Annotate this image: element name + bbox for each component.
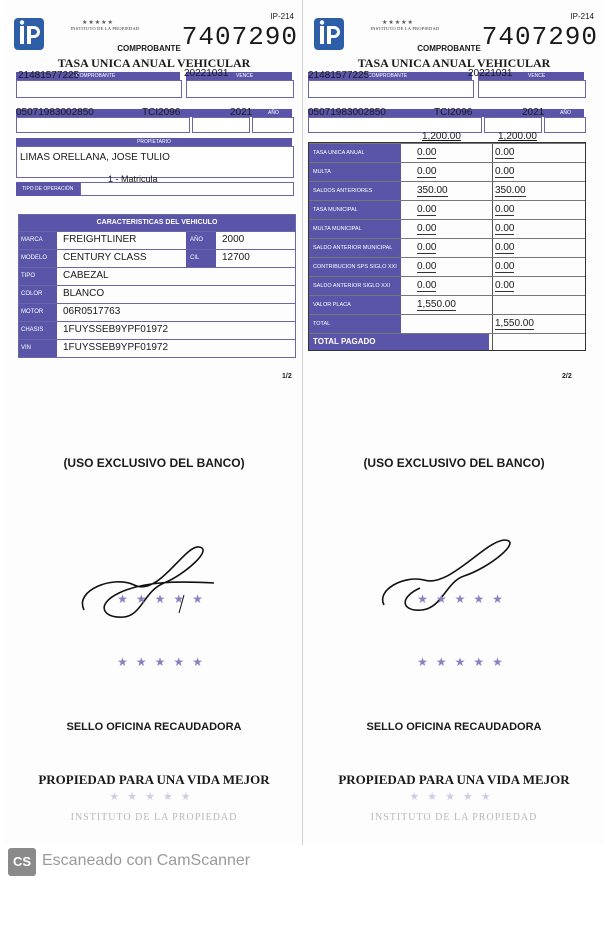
fee-value-2: 0.00: [495, 280, 515, 291]
fee-value-1: 350.00: [417, 185, 448, 196]
vence-band: VENCE: [186, 72, 292, 80]
color-value: BLANCO: [63, 288, 105, 299]
fee-value-1: 0.00: [417, 147, 437, 158]
motor-label: MOTOR: [19, 304, 57, 321]
tci-value: TCI2096: [142, 107, 181, 118]
comprobante-band: COMPROBANTE: [308, 72, 472, 80]
vehicle-row: [19, 249, 295, 267]
fee-value-1: 0.00: [417, 280, 437, 291]
modelo-value: CENTURY CLASS: [63, 252, 147, 263]
star-icon: ★★★★★: [82, 20, 114, 26]
receipt-number: 7407290: [181, 22, 298, 52]
fee-label: SALDOS ANTERIORES: [309, 182, 401, 200]
fee-value-2: 350.00: [495, 185, 526, 196]
operation-label-band: TIPO DE OPERACIÓN: [16, 182, 80, 196]
chasis-label: CHASIS: [19, 322, 57, 339]
fees-table: [308, 142, 586, 351]
signature-icon: [64, 535, 224, 625]
fee-row: [309, 200, 585, 219]
fee-row: [309, 314, 585, 333]
fee-value-2: 0.00: [495, 223, 515, 234]
fee-value-2: 0.00: [495, 204, 515, 215]
tci-value: TCI2096: [434, 107, 473, 118]
year-box: [544, 117, 586, 133]
identity-value: 05071983002850: [308, 107, 386, 118]
cil-label: CIL: [186, 250, 216, 267]
identity-band: AÑO: [16, 109, 292, 117]
signature-icon: [364, 530, 524, 620]
fee-label: SALDO ANTERIOR MUNICIPAL: [309, 239, 401, 257]
identity-box: [16, 117, 190, 133]
form-code: IP-214: [270, 12, 294, 21]
vence-value: 20221031: [184, 68, 229, 79]
owner-name: LIMAS ORELLANA, JOSE TULIO: [20, 152, 170, 163]
fee-value-2: 0.00: [495, 147, 515, 158]
color-label: COLOR: [19, 286, 57, 303]
operation-box: [80, 182, 294, 196]
vehicle-row: [19, 267, 295, 285]
marca-label: MARCA: [19, 232, 57, 249]
fee-row: [309, 295, 585, 314]
institute-small: INSTITUTO DE LA PROPIEDAD: [370, 26, 440, 31]
fee-label: MULTA MUNICIPAL: [309, 220, 401, 238]
year-value: 2021: [522, 107, 545, 118]
ano-label: AÑO: [186, 232, 216, 249]
fee-value-2: 0.00: [495, 242, 515, 253]
vehicle-header: CARACTERISTICAS DEL VEHICULO: [19, 215, 295, 231]
fee-row: [309, 162, 585, 181]
vehicle-row: [19, 231, 295, 249]
vehicle-row: [19, 321, 295, 339]
fee-value-1: 0.00: [417, 223, 437, 234]
institute-footer: INSTITUTO DE LA PROPIEDAD: [70, 812, 238, 823]
marca-value: FREIGHTLINER: [63, 234, 137, 245]
operation-value: 1 - Matricula: [108, 174, 158, 184]
institute-small: INSTITUTO DE LA PROPIEDAD: [70, 26, 140, 31]
fee-value-1: 0.00: [417, 261, 437, 272]
star-icon: ★★★★★: [109, 791, 199, 803]
sello-label: SELLO OFICINA RECAUDADORA: [366, 721, 542, 733]
fee-head-1: 1,200.00: [422, 131, 461, 142]
cil-value: 12700: [222, 252, 250, 263]
page-divider: [302, 0, 303, 845]
identity-band: AÑO: [308, 109, 584, 117]
fee-value-2: 1,550.00: [495, 318, 534, 329]
vehicle-row: [19, 339, 295, 357]
ip-logo-icon: [314, 18, 344, 50]
vehicle-row: [19, 303, 295, 321]
star-icon: ★★★★★: [382, 20, 414, 26]
fee-value-2: 0.00: [495, 261, 515, 272]
camscanner-text: Escaneado con CamScanner: [42, 852, 251, 869]
comprobante-value: 21481577225: [308, 70, 370, 81]
fee-label: CONTRIBUCION SPS SIGLO XXI: [309, 258, 401, 276]
fee-label: VALOR PLACA: [309, 296, 401, 314]
vehicle-table: [18, 214, 296, 358]
receipt-page-1: [4, 0, 304, 845]
motto: PROPIEDAD PARA UNA VIDA MEJOR: [338, 772, 570, 787]
fee-row: [309, 276, 585, 295]
fee-row: [309, 238, 585, 257]
total-paid-label: TOTAL PAGADO: [309, 334, 489, 350]
sello-label: SELLO OFICINA RECAUDADORA: [66, 721, 242, 733]
star-icon: ★★★★★: [117, 655, 211, 669]
fee-value-2: 0.00: [495, 166, 515, 177]
comprobante-value: 21481577225: [18, 70, 80, 81]
vence-box: [186, 80, 294, 98]
document-title: TASA UNICA ANUAL VEHICULAR: [357, 56, 551, 70]
subtitle: COMPROBANTE: [417, 44, 481, 53]
tci-box: [192, 117, 250, 133]
bank-use-label: (USO EXCLUSIVO DEL BANCO): [363, 456, 545, 470]
camscanner-icon: CS: [8, 848, 36, 876]
total-row: [309, 333, 585, 350]
vin-label: VIN: [19, 340, 57, 357]
vence-value: 20221031: [468, 68, 513, 79]
fee-label: TASA UNICA ANUAL: [309, 144, 401, 162]
star-icon: ★★★★★: [409, 791, 499, 803]
bank-use-label: (USO EXCLUSIVO DEL BANCO): [63, 456, 245, 470]
year-box: [252, 117, 294, 133]
form-code: IP-214: [570, 12, 594, 21]
motor-value: 06R0517763: [63, 306, 121, 317]
fee-label: MULTA: [309, 163, 401, 181]
comprobante-box: [16, 80, 182, 98]
vence-band: VENCE: [478, 72, 584, 80]
comprobante-box: [308, 80, 474, 98]
fee-head-2: 1,200.00: [498, 131, 537, 142]
chasis-value: 1FUYSSEB9YPF01972: [63, 324, 169, 335]
star-icon: ★★★★★: [417, 592, 511, 606]
fee-label: TOTAL: [309, 315, 401, 333]
star-icon: ★★★★★: [117, 592, 211, 606]
motto: PROPIEDAD PARA UNA VIDA MEJOR: [38, 772, 270, 787]
fee-value-1: 1,550.00: [417, 299, 456, 310]
tipo-label: TIPO: [19, 268, 57, 285]
vin-value: 1FUYSSEB9YPF01972: [63, 342, 169, 353]
vehicle-row: [19, 285, 295, 303]
year-value: 2021: [230, 107, 253, 118]
page-number: 1/2: [282, 373, 292, 380]
receipt-number: 7407290: [481, 22, 598, 52]
tipo-value: CABEZAL: [63, 270, 109, 281]
fee-value-1: 0.00: [417, 242, 437, 253]
vence-box: [478, 80, 586, 98]
institute-footer: INSTITUTO DE LA PROPIEDAD: [370, 812, 538, 823]
document-title: TASA UNICA ANUAL VEHICULAR: [57, 56, 251, 70]
fee-row: [309, 143, 585, 162]
identity-value: 05071983002850: [16, 107, 94, 118]
receipt-page-2: [304, 0, 604, 845]
fee-value-1: 0.00: [417, 204, 437, 215]
fee-row: [309, 181, 585, 200]
ip-logo-icon: [14, 18, 44, 50]
modelo-label: MODELO: [19, 250, 57, 267]
fee-label: SALDO ANTERIOR SIGLO XXI: [309, 277, 401, 295]
fee-row: [309, 257, 585, 276]
fee-row: [309, 219, 585, 238]
fee-label: TASA MUNICIPAL: [309, 201, 401, 219]
star-icon: ★★★★★: [417, 655, 511, 669]
page-number: 2/2: [562, 373, 572, 380]
fee-value-1: 0.00: [417, 166, 437, 177]
comprobante-band: COMPROBANTE: [16, 72, 180, 80]
owner-band: PROPIETARIO: [16, 138, 292, 146]
subtitle: COMPROBANTE: [117, 44, 181, 53]
ano-value: 2000: [222, 234, 245, 245]
